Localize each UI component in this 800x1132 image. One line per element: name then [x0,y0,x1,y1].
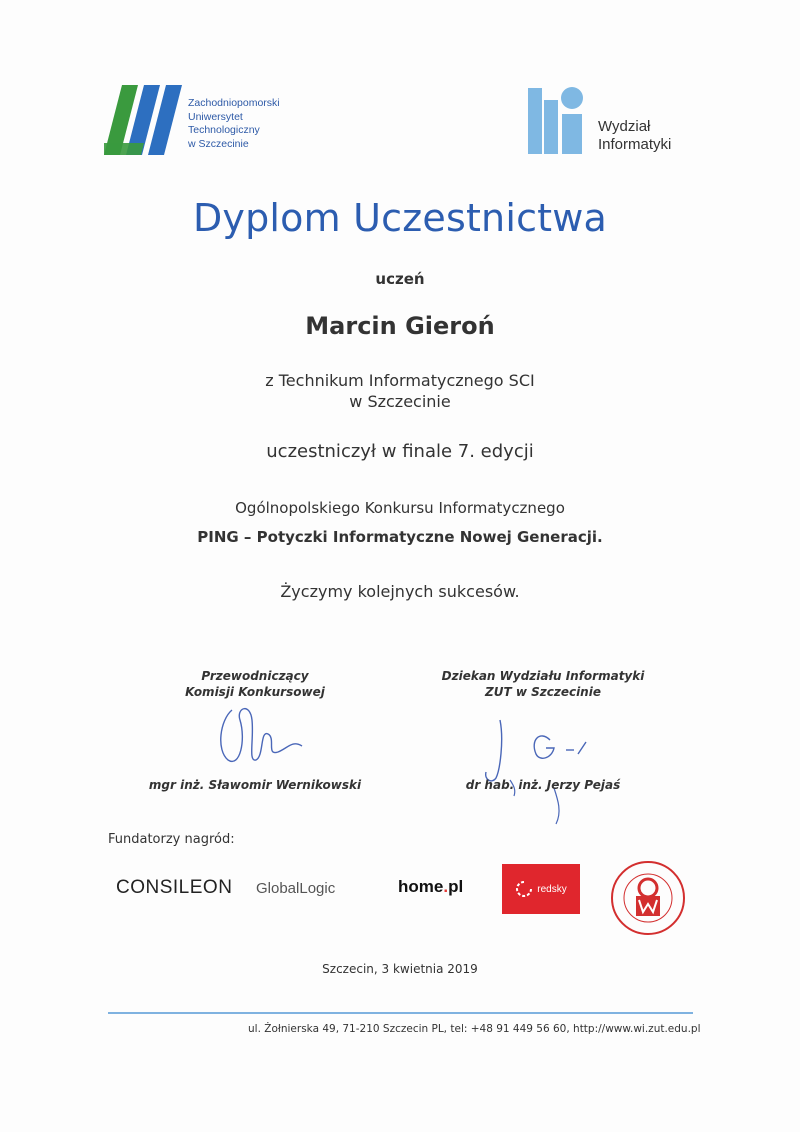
zut-name-line: Technologiczny [188,124,260,136]
home-pl-tld: pl [448,877,464,896]
recipient-name: Marcin Gieroń [305,312,495,340]
consileon-logo: CONSILEON [116,877,233,898]
recipient-school [0,370,800,412]
redsky-swirl-icon [515,880,533,898]
home-pl-dot: . [443,877,449,896]
signatory-title-line: Dziekan Wydziału Informatyki [441,669,645,683]
faculty-address: ul. Żołnierska 49, 71-210 Szczecin PL, tel: +48 91 449 56 60, http://www.wi.zut.edu.pl [248,1023,701,1035]
school-line: z Technikum Informatycznego SCI [265,371,535,390]
wishes-text: Życzymy kolejnych sukcesów. [280,582,520,601]
left-signature [210,700,310,780]
left-signatory-name: mgr inż. Sławomir Wernikowski [148,778,362,792]
faculty-logo [528,86,698,160]
diploma-title: Dyplom Uczestnictwa [192,196,608,240]
issue-date: Szczecin, 3 kwietnia 2019 [322,962,478,976]
recipient-role: uczeń [375,270,425,288]
globallogic-logo: GlobalLogic [256,880,336,897]
school-line: w Szczecinie [349,392,451,411]
faculty-name-line: Wydział [598,118,651,135]
right-signatory-title [438,668,648,700]
signatory-title-line: ZUT w Szczecinie [485,685,601,699]
redsky-logo [502,864,580,914]
faculty-name [598,118,671,154]
zut-logo [104,85,304,165]
zut-name-line: Uniwersytet [188,110,243,123]
participation-text: uczestniczył w finale 7. edycji [266,441,534,462]
faculty-name-line: Informatyki [598,136,672,153]
signatory-title-line: Przewodniczący [201,669,309,683]
zut-name-line: Zachodniopomorski [188,97,280,109]
zut-name-line: w Szczecinie [188,137,249,150]
sponsors-label: Fundatorzy nagród: [108,832,235,847]
contest-name: Ogólnopolskiego Konkursu Informatycznego [235,499,565,517]
signatory-title-line: Komisji Konkursowej [185,685,325,699]
home-pl-logo [398,877,463,897]
zut-name [188,97,280,151]
right-signatory-name: dr hab. inż. Jerzy Pejaś [465,778,621,792]
right-signature [470,700,610,830]
home-pl-main: home [398,877,444,896]
redsky-text: redsky [537,883,567,895]
zut-mark-icon [104,85,184,161]
left-signatory-title [180,668,330,700]
faculty-seal-icon [608,858,688,938]
contest-full-name: PING – Potyczki Informatyczne Nowej Generacji. [197,528,603,546]
footer-divider [108,1012,693,1014]
faculty-i-icon [528,86,588,156]
